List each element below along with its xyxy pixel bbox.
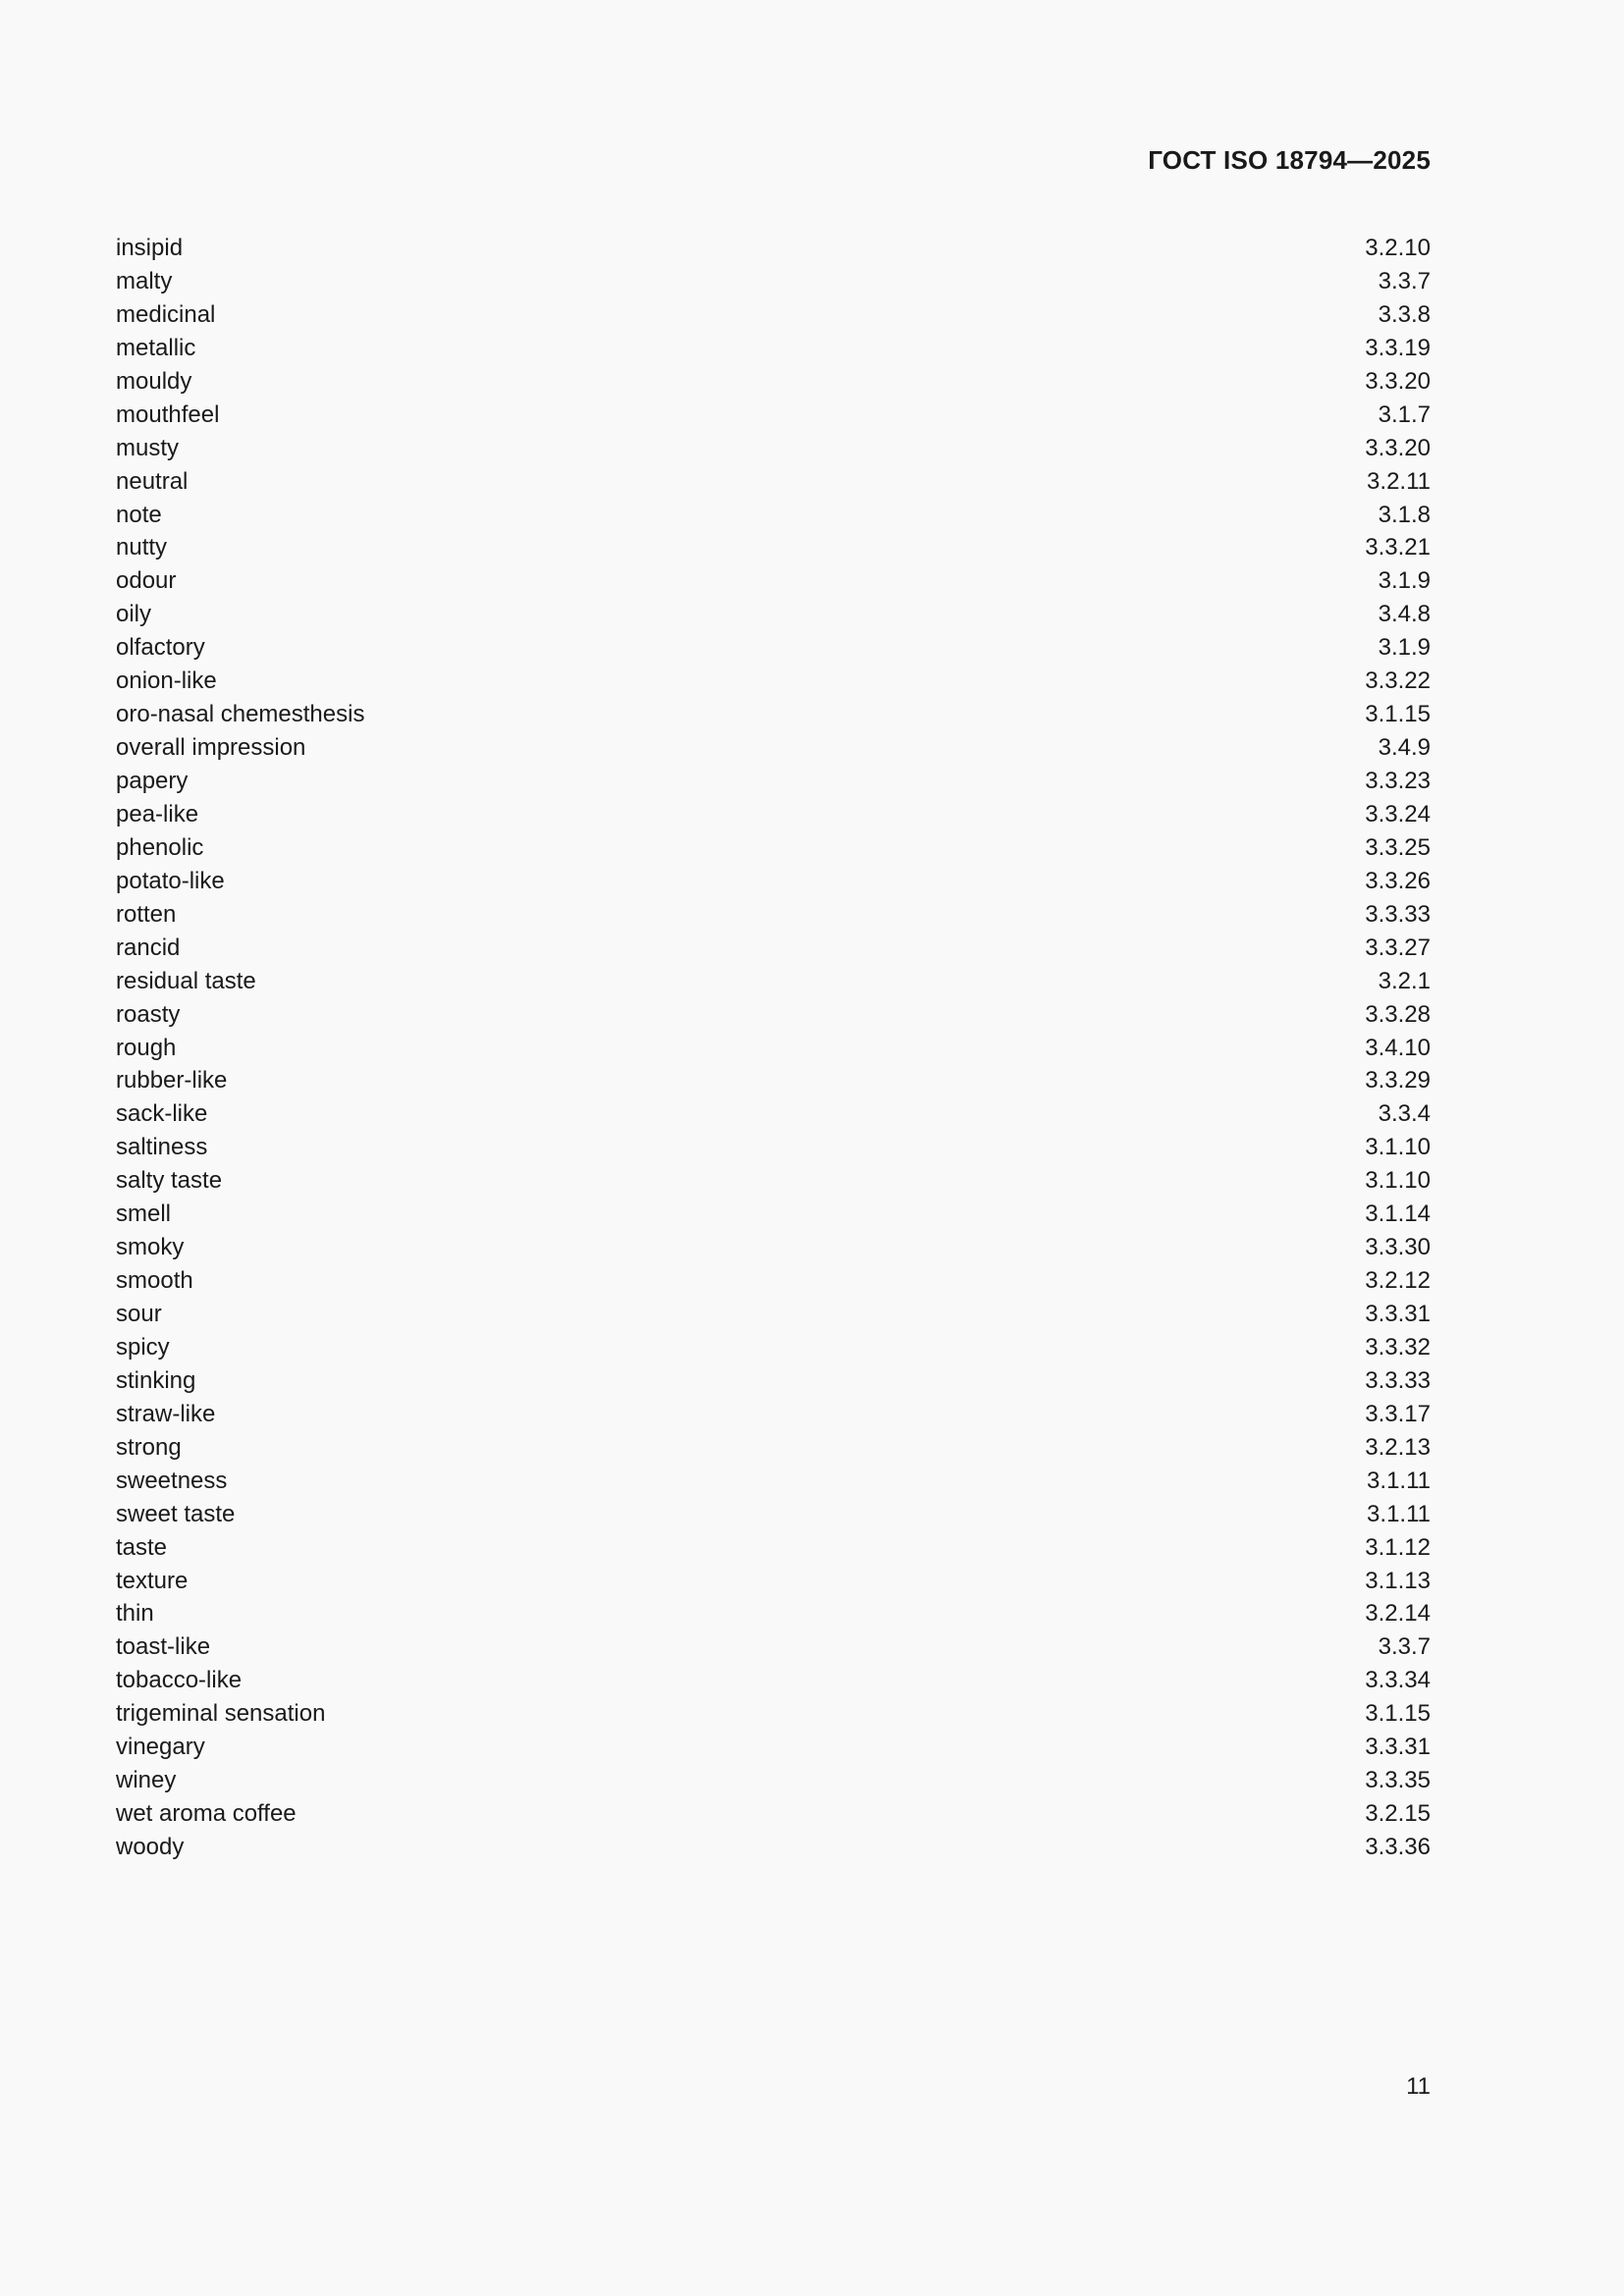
index-reference: 3.3.34 <box>1365 1667 1431 1694</box>
index-entry <box>116 531 1431 564</box>
index-entry <box>116 1731 1431 1764</box>
index-term: insipid <box>116 235 184 261</box>
index-reference: 3.3.26 <box>1365 867 1431 894</box>
index-term: sour <box>116 1301 162 1327</box>
index-reference: 3.3.7 <box>1378 267 1431 294</box>
index-entry <box>116 1764 1431 1797</box>
index-entry <box>116 998 1431 1032</box>
index-term: trigeminal sensation <box>116 1700 326 1728</box>
index-term: overall impression <box>116 734 306 762</box>
index-reference: 3.3.36 <box>1365 1834 1431 1860</box>
index-entry <box>116 1164 1431 1198</box>
index-reference: 3.3.8 <box>1378 300 1431 328</box>
index-reference: 3.3.22 <box>1365 667 1431 695</box>
index-term: vinegary <box>116 1734 205 1761</box>
index-entry <box>116 1831 1431 1864</box>
index-term: rotten <box>116 900 177 928</box>
index-entry <box>116 731 1431 765</box>
index-term: papery <box>116 768 189 794</box>
index-reference: 3.1.12 <box>1365 1533 1431 1561</box>
index-reference: 3.3.31 <box>1365 1734 1431 1761</box>
index-entry <box>116 1131 1431 1164</box>
index-term: woody <box>116 1834 185 1860</box>
index-reference: 3.3.27 <box>1365 934 1431 961</box>
index-term: stinking <box>116 1366 196 1394</box>
index-reference: 3.3.20 <box>1365 367 1431 395</box>
index-entry <box>116 598 1431 631</box>
index-term: odour <box>116 567 177 595</box>
index-term: smell <box>116 1201 172 1228</box>
index-term: neutral <box>116 467 189 495</box>
index-term: sweetness <box>116 1467 228 1494</box>
index-entry <box>116 898 1431 932</box>
index-term: musty <box>116 434 180 461</box>
index-reference: 3.1.11 <box>1367 1500 1431 1527</box>
index-reference: 3.3.20 <box>1365 434 1431 461</box>
index-entry <box>116 1331 1431 1364</box>
index-reference: 3.1.10 <box>1365 1134 1431 1161</box>
index-entry <box>116 1630 1431 1664</box>
index-entry <box>116 665 1431 698</box>
index-reference: 3.1.9 <box>1378 634 1431 662</box>
index-entry <box>116 1364 1431 1398</box>
index-reference: 3.3.4 <box>1378 1100 1431 1128</box>
index-entry <box>116 932 1431 965</box>
index-entry <box>116 332 1431 365</box>
index-entry <box>116 1797 1431 1831</box>
index-term: thin <box>116 1600 154 1628</box>
document-header: ГОСТ ISO 18794—2025 <box>1148 145 1431 175</box>
index-term: salty taste <box>116 1167 223 1195</box>
index-entry <box>116 432 1431 465</box>
index-entry <box>116 1298 1431 1331</box>
index-entry <box>116 1198 1431 1231</box>
index-reference: 3.3.31 <box>1365 1301 1431 1327</box>
index-term: rough <box>116 1034 177 1061</box>
index-entry <box>116 1264 1431 1298</box>
index-reference: 3.4.10 <box>1365 1034 1431 1061</box>
index-term: mouthfeel <box>116 400 220 428</box>
index-reference: 3.1.10 <box>1365 1167 1431 1195</box>
index-term: sack-like <box>116 1100 208 1128</box>
index-term: nutty <box>116 534 168 561</box>
index-entry <box>116 465 1431 499</box>
index-entry <box>116 1398 1431 1431</box>
index-reference: 3.3.24 <box>1365 800 1431 828</box>
index-entry <box>116 1531 1431 1565</box>
index-reference: 3.3.33 <box>1365 1366 1431 1394</box>
index-entry <box>116 1064 1431 1097</box>
index-reference: 3.3.30 <box>1365 1234 1431 1261</box>
index-reference: 3.1.13 <box>1365 1567 1431 1594</box>
index-reference: 3.1.9 <box>1378 567 1431 595</box>
index-entry <box>116 798 1431 831</box>
index-entry <box>116 232 1431 265</box>
index-reference: 3.2.10 <box>1365 235 1431 261</box>
index-entry <box>116 1498 1431 1531</box>
index-reference: 3.3.19 <box>1365 334 1431 361</box>
index-entry <box>116 698 1431 731</box>
index-term: residual taste <box>116 967 256 994</box>
index-term: tobacco-like <box>116 1667 243 1694</box>
index-reference: 3.2.13 <box>1365 1433 1431 1461</box>
index-reference: 3.2.11 <box>1367 467 1431 495</box>
index-entry <box>116 831 1431 865</box>
index-reference: 3.4.9 <box>1378 734 1431 762</box>
index-term: spicy <box>116 1333 170 1361</box>
index-term: phenolic <box>116 833 204 861</box>
index-reference: 3.2.15 <box>1365 1800 1431 1828</box>
index-reference: 3.3.28 <box>1365 1000 1431 1028</box>
index-term: olfactory <box>116 634 205 662</box>
index-reference: 3.3.33 <box>1365 900 1431 928</box>
index-term: roasty <box>116 1000 181 1028</box>
index-entry <box>116 1697 1431 1731</box>
index-term: potato-like <box>116 867 225 894</box>
index-reference: 3.1.14 <box>1365 1201 1431 1228</box>
index-term: strong <box>116 1433 182 1461</box>
index-reference: 3.3.35 <box>1365 1767 1431 1794</box>
index-reference: 3.2.1 <box>1378 967 1431 994</box>
index-term: oily <box>116 601 152 628</box>
index-term: smoky <box>116 1234 185 1261</box>
index-entry <box>116 1664 1431 1697</box>
index-term: toast-like <box>116 1633 211 1661</box>
index-entry <box>116 1231 1431 1264</box>
index-entry <box>116 399 1431 432</box>
index-reference: 3.1.15 <box>1365 701 1431 728</box>
index-term: taste <box>116 1533 168 1561</box>
index-entry <box>116 1597 1431 1630</box>
index-reference: 3.4.8 <box>1378 601 1431 628</box>
index-term: medicinal <box>116 300 216 328</box>
index-term: malty <box>116 267 173 294</box>
index-entry <box>116 631 1431 665</box>
index-entry <box>116 965 1431 998</box>
index-term: straw-like <box>116 1400 216 1427</box>
index-entry <box>116 865 1431 898</box>
index-reference: 3.1.15 <box>1365 1700 1431 1728</box>
index-reference: 3.3.23 <box>1365 768 1431 794</box>
index-entry <box>116 298 1431 332</box>
index-reference: 3.3.21 <box>1365 534 1431 561</box>
index-entry <box>116 1465 1431 1498</box>
index-term: rubber-like <box>116 1067 228 1095</box>
index-term: pea-like <box>116 800 199 828</box>
index-entry <box>116 564 1431 598</box>
index-entry <box>116 765 1431 798</box>
index-term: wet aroma coffee <box>116 1800 297 1828</box>
index-reference: 3.3.29 <box>1365 1067 1431 1095</box>
index-entry <box>116 1097 1431 1131</box>
index-reference: 3.2.12 <box>1365 1267 1431 1295</box>
index-entry <box>116 365 1431 399</box>
index-reference: 3.1.8 <box>1378 501 1431 528</box>
index-term: texture <box>116 1567 189 1594</box>
index-term: saltiness <box>116 1134 208 1161</box>
index-term: onion-like <box>116 667 217 695</box>
index-entry <box>116 265 1431 298</box>
index-reference: 3.3.32 <box>1365 1333 1431 1361</box>
index-entry <box>116 1431 1431 1465</box>
page-number: 11 <box>1406 2073 1431 2100</box>
index-entry <box>116 1032 1431 1065</box>
alphabetical-index <box>116 232 1431 1864</box>
index-term: metallic <box>116 334 196 361</box>
index-reference: 3.1.7 <box>1378 400 1431 428</box>
index-reference: 3.2.14 <box>1365 1600 1431 1628</box>
index-entry <box>116 499 1431 532</box>
index-entry <box>116 1565 1431 1598</box>
index-term: note <box>116 501 162 528</box>
index-term: oro-nasal chemesthesis <box>116 701 365 728</box>
index-term: mouldy <box>116 367 192 395</box>
index-reference: 3.3.17 <box>1365 1400 1431 1427</box>
index-reference: 3.3.25 <box>1365 833 1431 861</box>
index-reference: 3.1.11 <box>1367 1467 1431 1494</box>
index-term: winey <box>116 1767 177 1794</box>
index-reference: 3.3.7 <box>1378 1633 1431 1661</box>
index-term: sweet taste <box>116 1500 236 1527</box>
index-term: rancid <box>116 934 181 961</box>
index-term: smooth <box>116 1267 193 1295</box>
